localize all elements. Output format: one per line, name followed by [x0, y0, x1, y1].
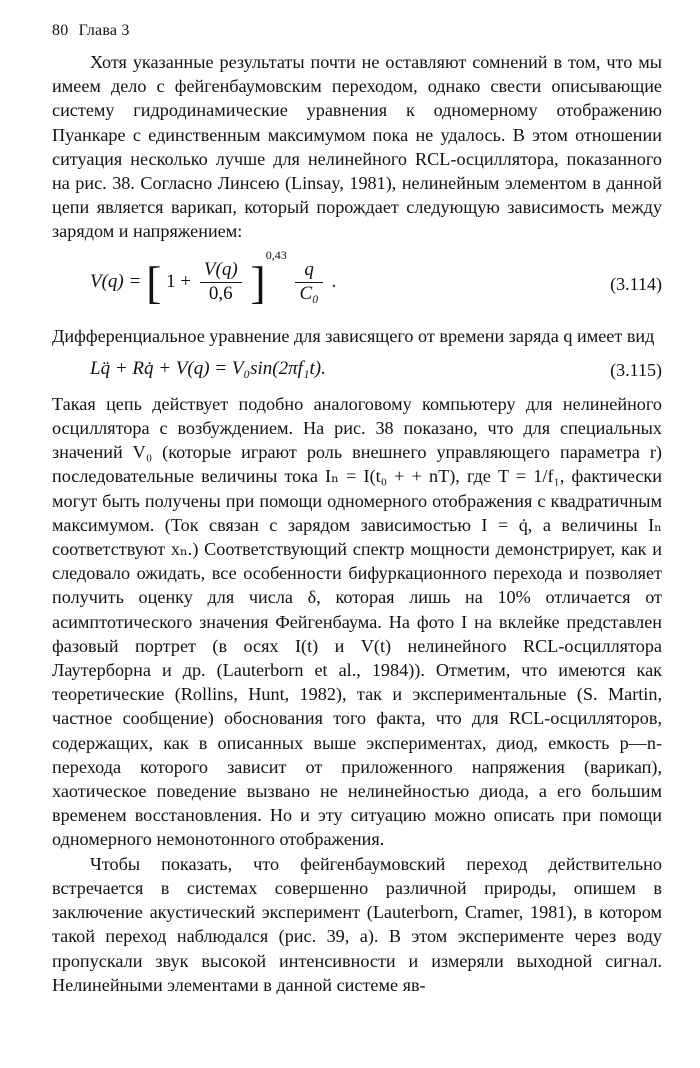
- page-number: 80: [52, 22, 69, 39]
- eq114-one-plus: 1 +: [166, 270, 192, 292]
- chapter-title: Глава 3: [78, 22, 130, 39]
- book-page: [52, 22, 662, 997]
- equation-3-114: [52, 244, 662, 324]
- eq114-frac-den: 0,6: [208, 283, 233, 305]
- eq114-fraction: [200, 259, 242, 305]
- eq115-body: Lq̈ + Rq̇ + V(q) = V₀sin(2πf₁t).: [90, 357, 326, 379]
- eq114-label: (3.114): [610, 273, 662, 294]
- eq114-end: .: [331, 270, 337, 292]
- paragraph-4: Чтобы показать, что фейгенбаумовский переход действительно встречается в системах совершенно различной природы, опишем в заключение акустический эксперимент (Lauterborn, Cramer, 1981), в котором такой переход наблюдался (рис. 39, a). В этом эксперименте через воду пропускали звук высокой интенсивности и измеряли выходной сигнал. Нелинейными элементами в данной системе яв-: [52, 853, 662, 995]
- eq114-frac-num: V(q): [200, 259, 242, 283]
- eq114-open-bracket: [: [146, 256, 162, 308]
- eq114-frac2-num: q: [295, 259, 322, 283]
- page-header: [52, 22, 662, 40]
- equation-3-115: [52, 348, 662, 392]
- paragraph-2: Дифференциальное уравнение для зависящего от времени заряда q имеет вид: [52, 325, 655, 346]
- eq114-exponent: 0,43: [265, 247, 287, 262]
- eq114-lhs: V(q) =: [90, 270, 142, 292]
- eq114-close-bracket: ]: [250, 256, 266, 308]
- paragraph-3: Такая цепь действует подобно аналоговому компьютеру для нелинейного осциллятора с возбуждением. На рис. 38 показано, что для специальных значений V₀ (которые играют роль внешнего управляющего параметра r) последовательные величины тока Iₙ = I(t₀ + + nT), где T = 1/f₁, фактически могут быть получены при помощи одномерного отображения с квадратичным максимумом. (Ток связан с зарядом зависимостью I = q̇, а величины Iₙ соответствуют xₙ.) Соответствующий спектр мощности демонстрирует, как и следовало ожидать, все особенности бифуркационного перехода и позволяет получить оценку для числа δ, которая лишь на 10% отличается от асимптотического значения Фейгенбаума. На фото I на вклейке представлен фазовый портрет (в осях I(t) и V(t) нелинейного RCL-осциллятора Лаутерборна и др. (Lauterborn et al., 1984)). Отметим, что имеются как теоретические (Rollins, Hunt, 1982), так и экспериментальные (S. Martin, частное сообщение) обоснования того факта, что для RCL-осцилляторов, содержащих, как в описанных выше экспериментах, диод, емкость p—n-перехода которого зависит от приложенного напряжения (варикап), хаотическое поведение вызвано не нелинейностью диода, а его большим временем восстановления. Но и эту ситуацию можно описать при помощи одномерного немонотонного отображения.: [52, 393, 662, 850]
- eq115-label: (3.115): [610, 359, 662, 380]
- paragraph-1: Хотя указанные результаты почти не оставляют сомнений в том, что мы имеем дело с фейгенбаумовским переходом, однако свести описывающие систему гидродинамические уравнения к одномерному отображению Пуанкаре с единственным максимумом пока не удалось. В этом отношении ситуация несколько лучше для нелинейного RCL-осциллятора, показанного на рис. 38. Согласно Линсею (Linsay, 1981), нелинейным элементом в данной цепи является варикап, который порождает следующую зависимость между зарядом и напряжением:: [52, 52, 662, 242]
- eq114-frac2-den: C₀: [299, 283, 319, 305]
- eq114-fraction-2: [295, 259, 322, 305]
